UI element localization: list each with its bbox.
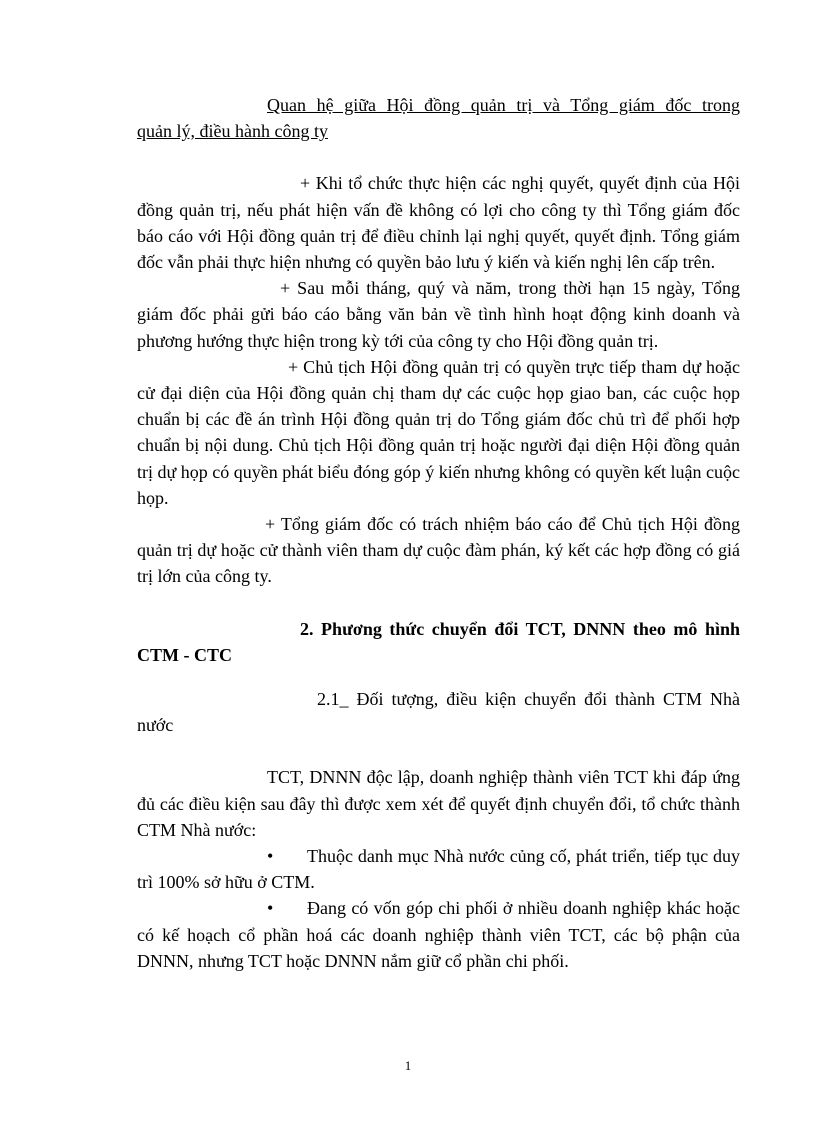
section-title: 2. Phương thức chuyển đổi TCT, DNNN theo mô hình CTM - CTC — [137, 618, 740, 665]
list-item-text: Thuộc danh mục Nhà nước củng cố, phát triển, tiếp tục duy trì 100% sở hữu ở CTM. — [137, 846, 740, 893]
list-item-text: Đang có vốn góp chi phối ở nhiều doanh nghiệp khác hoặc có kế hoạch cổ phần hoá các doanh nghiệp thành viên TCT, các bộ phận của DNNN, nhưng TCT hoặc DNNN nắm giữ cổ phần chi phối. — [137, 898, 740, 971]
list-item — [137, 895, 740, 974]
heading-line-1: Quan hệ giữa Hội đồng quản trị và Tổng giám đốc trong — [267, 95, 740, 115]
bullet-icon: • — [267, 898, 274, 919]
page-number: 1 — [404, 1058, 412, 1073]
document-body — [137, 92, 740, 974]
subsection-title: 2.1_ Đối tượng, điều kiện chuyển đổi thành CTM Nhà nước — [137, 689, 740, 736]
section-intro: TCT, DNNN độc lập, doanh nghiệp thành viên TCT khi đáp ứng đủ các điều kiện sau đây thì được xem xét để quyết định chuyển đổi, tổ chức thành CTM Nhà nước: — [137, 767, 740, 840]
heading-line-2: quản lý, điều hành công ty — [137, 121, 328, 142]
paragraph-3: + Chủ tịch Hội đồng quản trị có quyền trực tiếp tham dự hoặc cử đại diện của Hội đồng quản chị tham dự các cuộc họp giao ban, các cuộc họp chuẩn bị các đề án trình Hội đồng quản trị do Tổng giám đốc chủ trì để phối hợp chuẩn bị nội dung. Chủ tịch Hội đồng quản trị hoặc người đại diện Hội đồng quản trị dự họp có quyền phát biểu đóng góp ý kiến nhưng không có quyền kết luận cuộc họp. — [137, 356, 740, 508]
paragraph-4: + Tổng giám đốc có trách nhiệm báo cáo để Chủ tịch Hội đồng quản trị dự hoặc cử thành viên tham dự cuộc đàm phán, ký kết các hợp đồng có giá trị lớn của công ty. — [137, 514, 740, 587]
bullet-icon: • — [267, 846, 274, 867]
list-item — [137, 843, 740, 895]
paragraph-2: + Sau mỗi tháng, quý và năm, trong thời hạn 15 ngày, Tổng giám đốc phải gửi báo cáo bằng văn bản về tình hình hoạt động kinh doanh và phương hướng thực hiện trong kỳ tới của công ty cho Hội đồng quản trị. — [137, 278, 740, 351]
paragraph-1: + Khi tổ chức thực hiện các nghị quyết, quyết định của Hội đồng quản trị, nếu phát hiện vấn đề không có lợi cho công ty thì Tổng giám đốc báo cáo với Hội đồng quản trị để điều chỉnh lại nghị quyết, quyết định. Tổng giám đốc vẫn phải thực hiện nhưng có quyền bảo lưu ý kiến và kiến nghị lên cấp trên. — [137, 173, 740, 273]
